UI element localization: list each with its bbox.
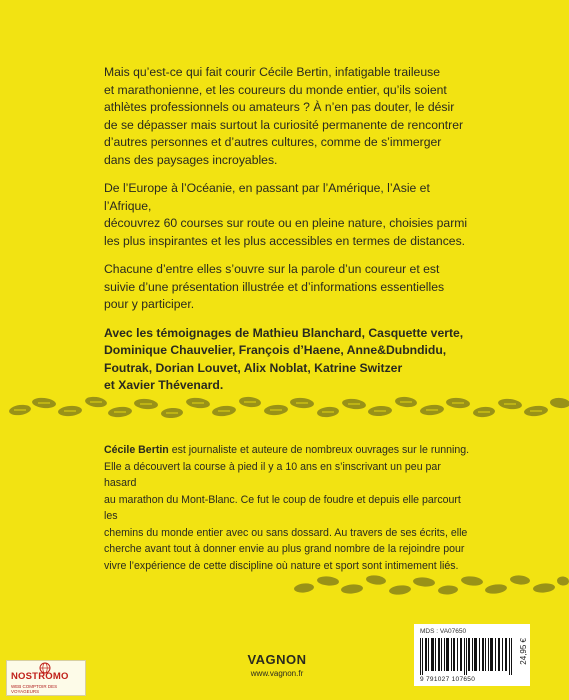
footprint-trail-top — [0, 384, 569, 428]
price-label: 24,95 € — [519, 638, 528, 665]
blurb-paragraph-2 — [104, 180, 469, 250]
blurb-p2-line-1: De l’Europe à l’Océanie, en passant par l’Amérique, l’Asie et l’Afrique, — [104, 181, 430, 213]
bookseller-sticker — [6, 660, 86, 696]
blurb-p3-line-2: suivie d’une présentation illustrée et d’informations essentielles — [104, 279, 445, 294]
blurb-text — [104, 64, 469, 406]
blurb-p2-line-2: découvrez 60 courses sur route ou en pleine nature, choisies parmi — [104, 216, 468, 230]
author-bio — [104, 442, 470, 574]
barcode-label — [414, 624, 530, 686]
mds-code: MDS : VA07650 — [420, 628, 467, 635]
blurb-paragraph-3 — [104, 261, 469, 314]
testimonials-line-4: et Xavier Thévenard. — [104, 378, 224, 392]
author-bio-line-2: Elle a découvert la course à pied il y a 10 ans en s’inscrivant un peu par hasard — [104, 460, 441, 489]
blurb-p1-line-5: d’autres personnes et d’autres cultures, comme de s’immerger — [104, 135, 442, 149]
publisher-block — [232, 652, 322, 678]
author-bio-paragraph — [104, 442, 470, 574]
blurb-p3-line-3: pour y participer. — [104, 297, 195, 311]
author-bio-line-3: au marathon du Mont-Blanc. Ce fut le coup de foudre et depuis elle parcourt les — [104, 493, 461, 522]
blurb-p1-line-1: Mais qu’est-ce qui fait courir Cécile Bertin, infatigable traileuse — [104, 65, 440, 79]
author-bio-line-4: chemins du monde entier avec ou sans dossard. Au travers de ses écrits, elle — [104, 526, 468, 539]
publisher-url: www.vagnon.fr — [250, 669, 304, 678]
sticker-brand: NOSTROMO — [11, 671, 69, 682]
blurb-p3-line-1: Chacune d’entre elles s’ouvre sur la parole d’un coureur et est — [104, 262, 440, 276]
blurb-p2-line-3: les plus inspirantes et les plus accessibles en termes de distances. — [104, 233, 466, 248]
blurb-p1-line-6: dans des paysages incroyables. — [104, 152, 278, 167]
barcode-icon — [420, 638, 512, 675]
author-bio-line-5: cherche avant tout à donner envie au plus grand nombre de la rejoindre pour — [104, 543, 465, 555]
testimonials-line-2: Dominique Chauvelier, François d’Haene, Anne&Dubndidu, — [104, 343, 447, 357]
publisher-logo: VAGNON — [247, 652, 307, 667]
author-name: Cécile Bertin — [104, 444, 169, 456]
blurb-p1-line-4: de se dépasser mais surtout la curiosité permanente de rencontrer — [104, 117, 464, 132]
author-bio-line-1: est journaliste et auteure de nombreux ouvrages sur le running. — [168, 444, 470, 456]
blurb-paragraph-1 — [104, 64, 469, 169]
footprint-trail-bottom — [290, 568, 569, 606]
author-bio-line-6: vivre l’expérience de cette discipline où nature et sport sont intimement liés. — [104, 559, 459, 572]
isbn-number: 9 791027 107650 — [420, 676, 476, 683]
testimonials-line-3: Foutrak, Dorian Louvet, Alix Noblat, Katrine Switzer — [104, 360, 403, 375]
blurb-p1-line-2: et marathonienne, et les coureurs du monde entier, qu’ils soient — [104, 82, 447, 97]
testimonials-line-1: Avec les témoignages de Mathieu Blanchard, Casquette verte, — [104, 325, 464, 340]
sticker-tagline: WEB COMPTOIR DES VOYAGEURS — [11, 684, 58, 694]
blurb-p1-line-3: athlètes professionnels ou amateurs ? À n’en pas douter, le désir — [104, 100, 455, 114]
